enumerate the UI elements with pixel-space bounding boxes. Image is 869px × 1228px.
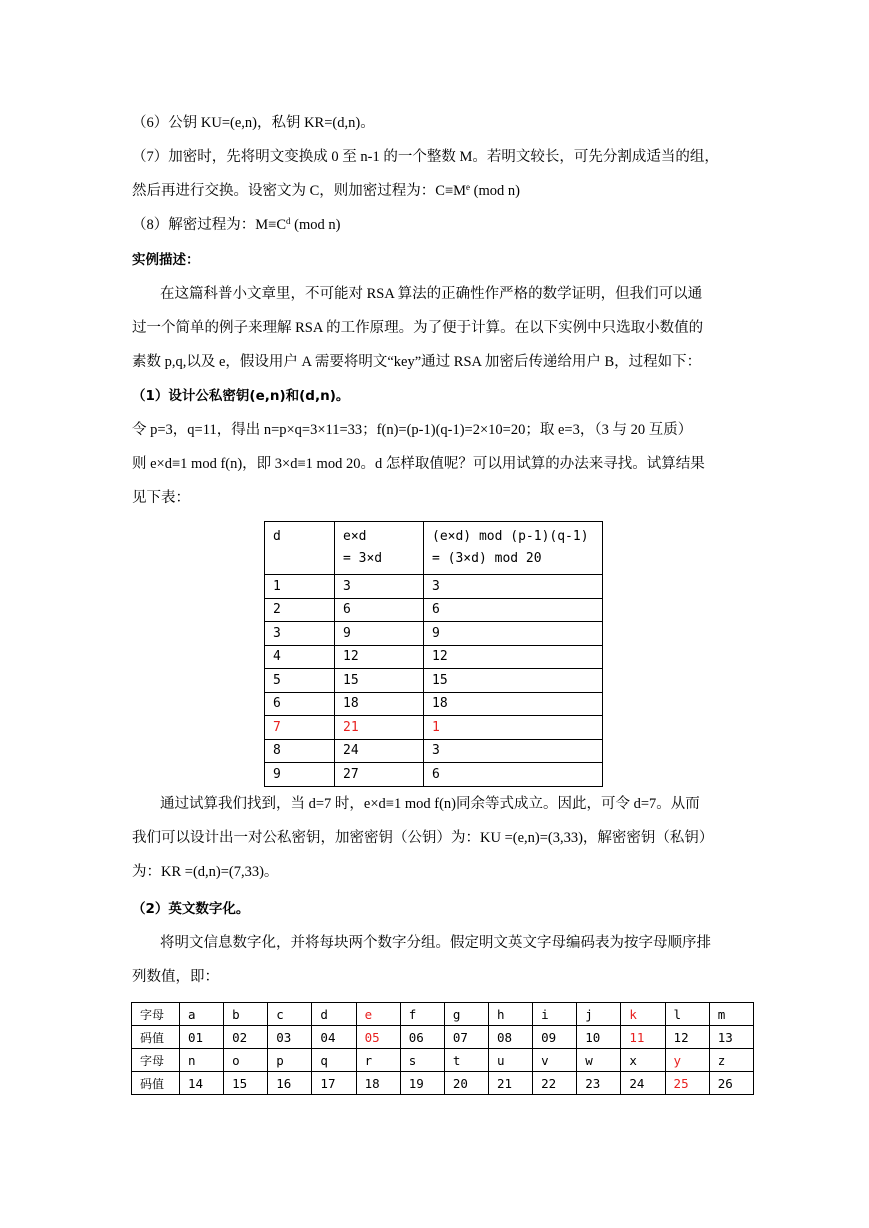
- trial-table-header-cell: [424, 522, 603, 575]
- code-table-cell: s: [400, 1049, 444, 1072]
- code-table-cell: o: [224, 1049, 268, 1072]
- trial-table-cell: 9: [424, 622, 603, 646]
- trial-table-cell: 15: [335, 669, 424, 693]
- header-text: = (3×d) mod 20: [432, 551, 542, 566]
- code-table-cell: i: [533, 1003, 577, 1026]
- step1-line-1: 令 p=3，q=11，得出 n=p×q=3×11=33；f(n)=(p-1)(q-1)=2×10=20；取 e=3，（3 与 20 互质）: [132, 422, 693, 438]
- code-table-cell: b: [224, 1003, 268, 1026]
- trial-table-cell: 24: [335, 739, 424, 763]
- code-table-cell: 12: [665, 1026, 709, 1049]
- step2-heading: （2）英文数字化。: [132, 901, 250, 917]
- trial-table-cell: 6: [335, 598, 424, 622]
- code-table-cell: 08: [488, 1026, 532, 1049]
- code-table-cell: 24: [621, 1072, 665, 1095]
- example-heading: 实例描述：: [132, 252, 200, 268]
- code-table-cell: z: [709, 1049, 753, 1072]
- code-table-cell: u: [488, 1049, 532, 1072]
- header-text: (e×d) mod (p-1)(q-1): [432, 529, 589, 544]
- code-table-cell: w: [577, 1049, 621, 1072]
- code-table-cell: 01: [180, 1026, 224, 1049]
- code-table-cell: p: [268, 1049, 312, 1072]
- trial-table-header-row: [265, 522, 603, 575]
- code-table-row-header: 码值: [132, 1026, 180, 1049]
- code-table-cell: 11: [621, 1026, 665, 1049]
- trial-table-cell: 3: [424, 575, 603, 599]
- code-table-row-header: 字母: [132, 1003, 180, 1026]
- code-table-cell: e: [356, 1003, 400, 1026]
- trial-table-cell: 3: [424, 739, 603, 763]
- code-table-cell: 20: [444, 1072, 488, 1095]
- intro-paragraph-line-2: 过一个简单的例子来理解 RSA 的工作原理。为了便于计算。在以下实例中只选取小数值的: [132, 320, 704, 336]
- trial-table-row: [265, 598, 603, 622]
- code-table-cell: 16: [268, 1072, 312, 1095]
- code-table-cell: m: [709, 1003, 753, 1026]
- code-table-row-header: 码值: [132, 1072, 180, 1095]
- code-table-cell: 05: [356, 1026, 400, 1049]
- trial-table-row: [265, 645, 603, 669]
- trial-table-cell: 12: [335, 645, 424, 669]
- code-table-cell: v: [533, 1049, 577, 1072]
- code-table-cell: d: [312, 1003, 356, 1026]
- step2-line-2: 列数值，即：: [132, 969, 219, 985]
- after-table-line-1: 通过试算我们找到，当 d=7 时，e×d≡1 mod f(n)同余等式成立。因此，可令 d=7。从而: [160, 796, 700, 812]
- code-table-cell: k: [621, 1003, 665, 1026]
- code-table-cell: 21: [488, 1072, 532, 1095]
- trial-table-cell: 7: [265, 716, 335, 740]
- code-table-cell: t: [444, 1049, 488, 1072]
- trial-table-cell: 9: [265, 763, 335, 787]
- code-table-cell: 26: [709, 1072, 753, 1095]
- code-table-cell: n: [180, 1049, 224, 1072]
- code-table-cell: a: [180, 1003, 224, 1026]
- code-table-cell: c: [268, 1003, 312, 1026]
- header-text: = 3×d: [343, 551, 383, 566]
- line-7a: （7）加密时，先将明文变换成 0 至 n-1 的一个整数 M。若明文较长，可先分割成适当的组，: [132, 149, 719, 165]
- trial-table-cell: 3: [335, 575, 424, 599]
- code-table-cell: 17: [312, 1072, 356, 1095]
- trial-table-cell: 4: [265, 645, 335, 669]
- code-table-cell: j: [577, 1003, 621, 1026]
- code-table-row: [132, 1049, 754, 1072]
- step2-line-1: 将明文信息数字化，并将每块两个数字分组。假定明文英文字母编码表为按字母顺序排: [160, 935, 711, 951]
- line-7b: 然后再进行交换。设密文为 C，则加密过程为：$C\equiv M^e$ (mod n): [132, 182, 520, 199]
- trial-table-cell: 15: [424, 669, 603, 693]
- code-table-cell: y: [665, 1049, 709, 1072]
- code-table-cell: 02: [224, 1026, 268, 1049]
- step1-line-2: 则 e×d≡1 mod f(n)，即 3×d≡1 mod 20。d 怎样取值呢？可以用试算的办法来寻找。试算结果: [132, 456, 705, 472]
- line-6: （6）公钥 KU=(e,n)，私钥 KR=(d,n)。: [132, 115, 375, 131]
- trial-table-cell: 21: [335, 716, 424, 740]
- trial-table-cell: 6: [424, 763, 603, 787]
- trial-table-row: [265, 575, 603, 599]
- header-text: d: [273, 529, 281, 544]
- trial-table-cell: 6: [265, 692, 335, 716]
- trial-table-cell: 1: [424, 716, 603, 740]
- step1-heading: （1）设计公私密钥(e,n)和(d,n)。: [132, 388, 350, 404]
- header-text: e×d: [343, 529, 367, 544]
- code-table-cell: 18: [356, 1072, 400, 1095]
- code-table-cell: 06: [400, 1026, 444, 1049]
- code-table-row: [132, 1072, 754, 1095]
- trial-table-cell: 6: [424, 598, 603, 622]
- trial-table-cell: 2: [265, 598, 335, 622]
- trial-table-row: [265, 763, 603, 787]
- code-table-cell: g: [444, 1003, 488, 1026]
- intro-paragraph-line-3: 素数 p,q,以及 e，假设用户 A 需要将明文“key”通过 RSA 加密后传递给用户 B，过程如下：: [132, 354, 702, 370]
- trial-table-row: [265, 622, 603, 646]
- letter-code-table: [131, 1002, 754, 1095]
- code-table-cell: 22: [533, 1072, 577, 1095]
- code-table-cell: 04: [312, 1026, 356, 1049]
- after-table-line-2: 我们可以设计出一对公私密钥，加密密钥（公钥）为：KU =(e,n)=(3,33)，解密密钥（私钥）: [132, 830, 714, 846]
- after-table-line-3: 为：KR =(d,n)=(7,33)。: [132, 864, 279, 880]
- trial-table-cell: 8: [265, 739, 335, 763]
- trial-table-header-cell: [335, 522, 424, 575]
- code-table-cell: f: [400, 1003, 444, 1026]
- code-table-cell: h: [488, 1003, 532, 1026]
- trial-table-row: [265, 716, 603, 740]
- code-table-cell: 15: [224, 1072, 268, 1095]
- code-table-cell: 23: [577, 1072, 621, 1095]
- code-table-cell: 13: [709, 1026, 753, 1049]
- trial-table-cell: 9: [335, 622, 424, 646]
- line-8: （8）解密过程为：$M\equiv C^d$ (mod n): [132, 216, 341, 233]
- code-table-cell: r: [356, 1049, 400, 1072]
- code-table-cell: l: [665, 1003, 709, 1026]
- code-table-row: [132, 1026, 754, 1049]
- trial-table-cell: 3: [265, 622, 335, 646]
- trial-table-cell: 18: [424, 692, 603, 716]
- trial-table-row: [265, 669, 603, 693]
- trial-table-row: [265, 739, 603, 763]
- code-table-row-header: 字母: [132, 1049, 180, 1072]
- code-table-cell: 03: [268, 1026, 312, 1049]
- trial-table-cell: 5: [265, 669, 335, 693]
- trial-table: [264, 521, 603, 787]
- code-table-cell: 14: [180, 1072, 224, 1095]
- code-table-cell: 25: [665, 1072, 709, 1095]
- step1-line-3: 见下表：: [132, 490, 190, 506]
- code-table-cell: 07: [444, 1026, 488, 1049]
- trial-table-header-cell: [265, 522, 335, 575]
- code-table-row: [132, 1003, 754, 1026]
- code-table-cell: q: [312, 1049, 356, 1072]
- code-table-cell: 10: [577, 1026, 621, 1049]
- intro-paragraph-line-1: 在这篇科普小文章里，不可能对 RSA 算法的正确性作严格的数学证明，但我们可以通: [160, 286, 703, 302]
- code-table-cell: 09: [533, 1026, 577, 1049]
- trial-table-cell: 12: [424, 645, 603, 669]
- trial-table-cell: 18: [335, 692, 424, 716]
- trial-table-row: [265, 692, 603, 716]
- trial-table-cell: 27: [335, 763, 424, 787]
- code-table-cell: 19: [400, 1072, 444, 1095]
- trial-table-cell: 1: [265, 575, 335, 599]
- code-table-cell: x: [621, 1049, 665, 1072]
